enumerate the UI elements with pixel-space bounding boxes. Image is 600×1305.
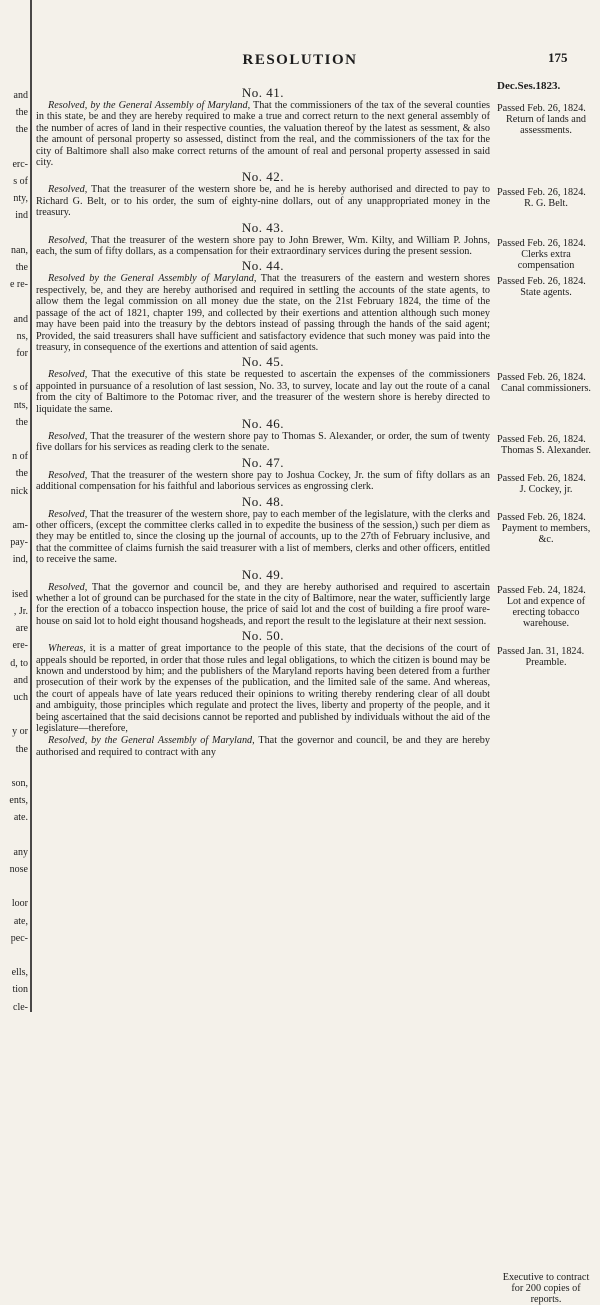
margin-date: Passed Feb. 26, 1824.	[497, 372, 586, 383]
facing-page-fragment: and	[13, 90, 28, 101]
facing-page-fragment: tion	[12, 984, 28, 996]
margin-note	[497, 103, 595, 136]
margin-note	[497, 1272, 595, 1305]
margin-note	[497, 434, 595, 456]
facing-page-fragment: n of	[12, 451, 28, 463]
resolution-opening: Resolved,	[48, 234, 88, 246]
margin-topic: Lot and expence of erecting tobacco warehouse.	[506, 596, 586, 629]
facing-page-fragment: pay-	[10, 537, 28, 549]
page-gutter-edge	[30, 0, 32, 1012]
margin-topic: Return of lands and assessments.	[505, 114, 587, 136]
margin-topic: Preamble.	[525, 657, 567, 668]
facing-page-fragment: s of	[13, 176, 28, 187]
facing-page-fragment: d, to	[10, 657, 28, 669]
facing-page-fragment: ate,	[13, 915, 28, 927]
resolution-text	[36, 735, 490, 758]
resolution-opening: Resolved,	[48, 581, 88, 593]
margin-note	[497, 512, 595, 545]
resolution-body: That the treasurer of the western shore pay to Joshua Cockey, Jr. the sum of fifty dollars as an additional compensation for his faithful and laborious services as engrossing clerk.	[36, 469, 490, 493]
resolution-number: No. 47.	[241, 454, 285, 470]
facing-page-fragment: ind,	[12, 554, 28, 566]
margin-note	[497, 646, 595, 668]
facing-page-fragment: am-	[12, 520, 28, 531]
resolution-text	[36, 582, 490, 628]
margin-note	[497, 187, 595, 209]
resolution-text	[36, 509, 490, 566]
session-tag: Dec.Ses.1823.	[497, 80, 561, 92]
resolution-opening: Resolved,	[48, 430, 88, 442]
margin-date: Passed Feb. 26, 1824.	[497, 238, 586, 249]
facing-page-fragment: nick	[10, 485, 28, 497]
margin-date: Passed Feb. 26, 1824.	[497, 103, 586, 114]
margin-date: Passed Feb. 26, 1824.	[497, 187, 586, 198]
resolution-number: No. 44.	[241, 258, 285, 274]
resolution-text	[36, 100, 490, 168]
facing-page-fragment: ents,	[9, 795, 28, 807]
resolution-block	[36, 258, 490, 353]
facing-page-fragment: the	[15, 743, 28, 755]
resolution-body: That the commissioners of the tax of the several counties in this state, be and they are hereby required to make a true and correct return to the next general assembly of the number of acres of land in their respective counties, the valuation thereof by the latest as sessment, & also the amount of personal property so assessed, distinct from the real, and the commissioners of the tax for the city of Baltimore shall also make correct returns of the amount of real and personal property assessed in said city.	[36, 100, 490, 169]
facing-page-fragment: are	[15, 623, 28, 635]
facing-page-fragment: e re-	[9, 279, 28, 291]
resolution-opening: Resolved,	[48, 508, 88, 520]
margin-topic: Thomas S. Alexander.	[501, 445, 591, 456]
page-number: 175	[548, 50, 568, 65]
resolution-body: That the governor and council be, and they are hereby authorised and required to ascertain whether a lot of ground can be purchased for the state in the city of Baltimore, near the water, sufficiently large for the erection of a tobacco inspection house, the price of said lot and the cost of building a fire proof ware-house on said lot to hold eight thousand hogsheads, and report the result to the legislature at their next session.	[36, 581, 490, 627]
resolution-text	[36, 369, 490, 415]
margin-date: Passed Feb. 26, 1824.	[497, 473, 586, 484]
resolution-number: No. 46.	[241, 415, 285, 431]
resolution-text	[36, 184, 490, 218]
facing-page-fragment: ate.	[13, 812, 28, 824]
facing-page-fragment: ind	[15, 210, 28, 222]
resolution-opening: Resolved by the General Assembly of Maryland,	[48, 273, 257, 285]
resolution-number: No. 42.	[241, 169, 285, 185]
resolution-block	[36, 416, 490, 454]
margin-note	[497, 238, 595, 271]
resolution-block	[36, 494, 490, 566]
margin-topic: Clerks extra compensation	[517, 249, 575, 271]
resolution-block	[36, 455, 490, 493]
facing-page-fragment: nan,	[11, 244, 28, 256]
facing-page-fragment: ns,	[16, 330, 28, 342]
facing-page-fragment: ised	[11, 588, 28, 600]
facing-page-fragment: nts,	[13, 399, 28, 411]
resolution-number: No. 48.	[241, 493, 285, 509]
facing-page-fragment: uch	[13, 692, 28, 703]
facing-page-fragment: s of	[13, 382, 28, 394]
margin-date: Passed Feb. 26, 1824.	[497, 512, 586, 523]
margin-note	[497, 372, 595, 394]
resolutions-column	[36, 85, 490, 759]
resolution-opening: Resolved,	[48, 184, 88, 196]
margin-topic: Canal commissioners.	[501, 383, 591, 394]
resolution-opening: Resolved, by the General Assembly of Maryland,	[48, 735, 255, 747]
resolution-text	[36, 643, 490, 734]
margin-date: Passed Feb. 24, 1824.	[497, 585, 586, 596]
facing-page-fragment: ells,	[11, 967, 28, 979]
margin-date: Passed Jan. 31, 1824.	[497, 646, 585, 657]
margin-topic: State agents.	[520, 287, 572, 298]
resolution-opening: Whereas,	[48, 643, 86, 655]
resolution-number: No. 43.	[241, 219, 285, 235]
resolution-number: No. 49.	[241, 566, 285, 582]
margin-topic: J. Cockey, jr.	[519, 484, 573, 495]
facing-page-fragment: nty,	[13, 193, 28, 205]
resolution-block	[36, 169, 490, 218]
running-head: RESOLUTION	[242, 52, 358, 68]
resolution-text	[36, 431, 490, 454]
resolution-body: That the executive of this state be requested to ascertain the expenses of the commissioners appointed in pursuance of a resolution of last session, No. 33, to survey, locate and lay out the route of a canal from the city of Baltimore to the Potomac river, and the treasurer of the western shore is hereby directed to liquidate the same.	[36, 369, 490, 415]
resolution-block	[36, 85, 490, 168]
resolution-opening: Resolved,	[48, 469, 88, 481]
resolution-block	[36, 628, 490, 758]
resolution-body: That the treasurers of the eastern and western shores respectively, be, and they are hereby authorised and required in settling the accounts of the state agents, to allow them the legal commission on all money due the state, on the 21st February 1824, the time of the passage of the act of 1821, chapter 199, and collected by their exertions and attention although such money may have been paid into the treasury by the debtors instead of passing through the hands of the said agent; Provided, the said treasurers shall have sufficient and satisfactory evidence that such money was paid into the treasury, in consequence of the exertions and attention of said agents.	[36, 273, 490, 353]
facing-page-fragment: ere-	[12, 640, 28, 652]
facing-page-fragment: pec-	[10, 932, 28, 944]
facing-page-fragment: the	[15, 124, 28, 136]
resolution-text	[36, 273, 490, 353]
resolution-body: That the treasurer of the western shore be, and he is hereby authorised and directed to pay to Richard G. Belt, or to his order, the sum of eighty-nine dollars, out of any unappropriated money in the treasury.	[36, 184, 490, 219]
margin-topic: Executive to contract for 200 copies of reports.	[502, 1272, 590, 1305]
margin-note	[497, 473, 595, 495]
resolution-block	[36, 220, 490, 258]
resolution-text	[36, 470, 490, 493]
resolution-opening: Resolved, by the General Assembly of Maryland,	[48, 100, 251, 111]
resolution-body: That the treasurer of the western shore pay to Thomas S. Alexander, or order, the sum of twenty five dollars for his services as reading clerk to the senate.	[36, 430, 490, 454]
facing-page-fragment: the	[15, 416, 28, 428]
margin-note	[497, 276, 595, 298]
margin-topic: Payment to members, &c.	[501, 523, 591, 545]
facing-page-fragment: the	[15, 107, 28, 119]
resolution-body: That the treasurer of the western shore, pay to each member of the legislature, with the clerks and other officers, (except the committee clerks called in to expedite the business of the session,) such per diem as they may be entitled to, since the closing up the journal of accounts, up to the 27th of February inclusive, and that the committee of claims furnish the said treasurer with a list of members, clerks and other officers, entitled to receive the same.	[36, 508, 490, 566]
resolution-body: That the treasurer of the western shore pay to John Brewer, Wm. Kilty, and William P. Johns, each, the sum of fifty dollars, as a compensation for their extraordinary services during the present session.	[36, 234, 490, 258]
margin-note	[497, 585, 595, 629]
margin-date: Passed Feb. 26, 1824.	[497, 276, 586, 287]
facing-page-fragment: erc-	[12, 158, 28, 170]
facing-page-fragment: son,	[11, 778, 28, 789]
resolution-block	[36, 354, 490, 415]
resolution-opening: Resolved,	[48, 369, 88, 381]
facing-page-fragment: y or	[12, 726, 28, 738]
resolution-text	[36, 235, 490, 258]
margin-topic: R. G. Belt.	[524, 198, 568, 209]
resolution-number: No. 50.	[241, 628, 285, 644]
facing-page-fragment: cle-	[13, 1001, 28, 1013]
facing-page-fragment: and	[13, 674, 28, 686]
facing-page-fragment: the	[15, 468, 28, 480]
facing-page-fragment: loor	[11, 898, 28, 910]
facing-page-fragment: for	[16, 348, 28, 359]
facing-page-fragment: and	[13, 313, 28, 325]
facing-page-fragment: , Jr.	[13, 606, 28, 617]
resolution-number: No. 45.	[241, 354, 285, 370]
resolution-body: it is a matter of great importance to the people of this state, that the decisions of the court of appeals should be reported, in order that those rules and legal obligations, to which the citizen is bound may be known and understood by him; and the publishers of the Maryland reports having been detered from a further prosecution of their work by the expenses of the publication, and the limited sale of the same. And whereas, the court of appeals have of late years reduced their opinions to writing thereby rendering clear of all doubt and ambiguity, those principles which regulate and protect the lives, liberty and property of the people, and it being ascertained that the said decisions cannot be reported and published by individuals without the aid of the legislature—therefore,	[36, 643, 490, 735]
resolution-block	[36, 567, 490, 628]
facing-page-fragment: any	[13, 846, 28, 858]
resolution-body: That the governor and council, be and they are hereby authorised and required to contract with any	[36, 735, 490, 758]
facing-page-fragment: nose	[9, 864, 28, 875]
resolution-number: No. 41.	[241, 85, 285, 100]
facing-page-fragment: the	[15, 262, 28, 273]
margin-date: Passed Feb. 26, 1824.	[497, 434, 586, 445]
